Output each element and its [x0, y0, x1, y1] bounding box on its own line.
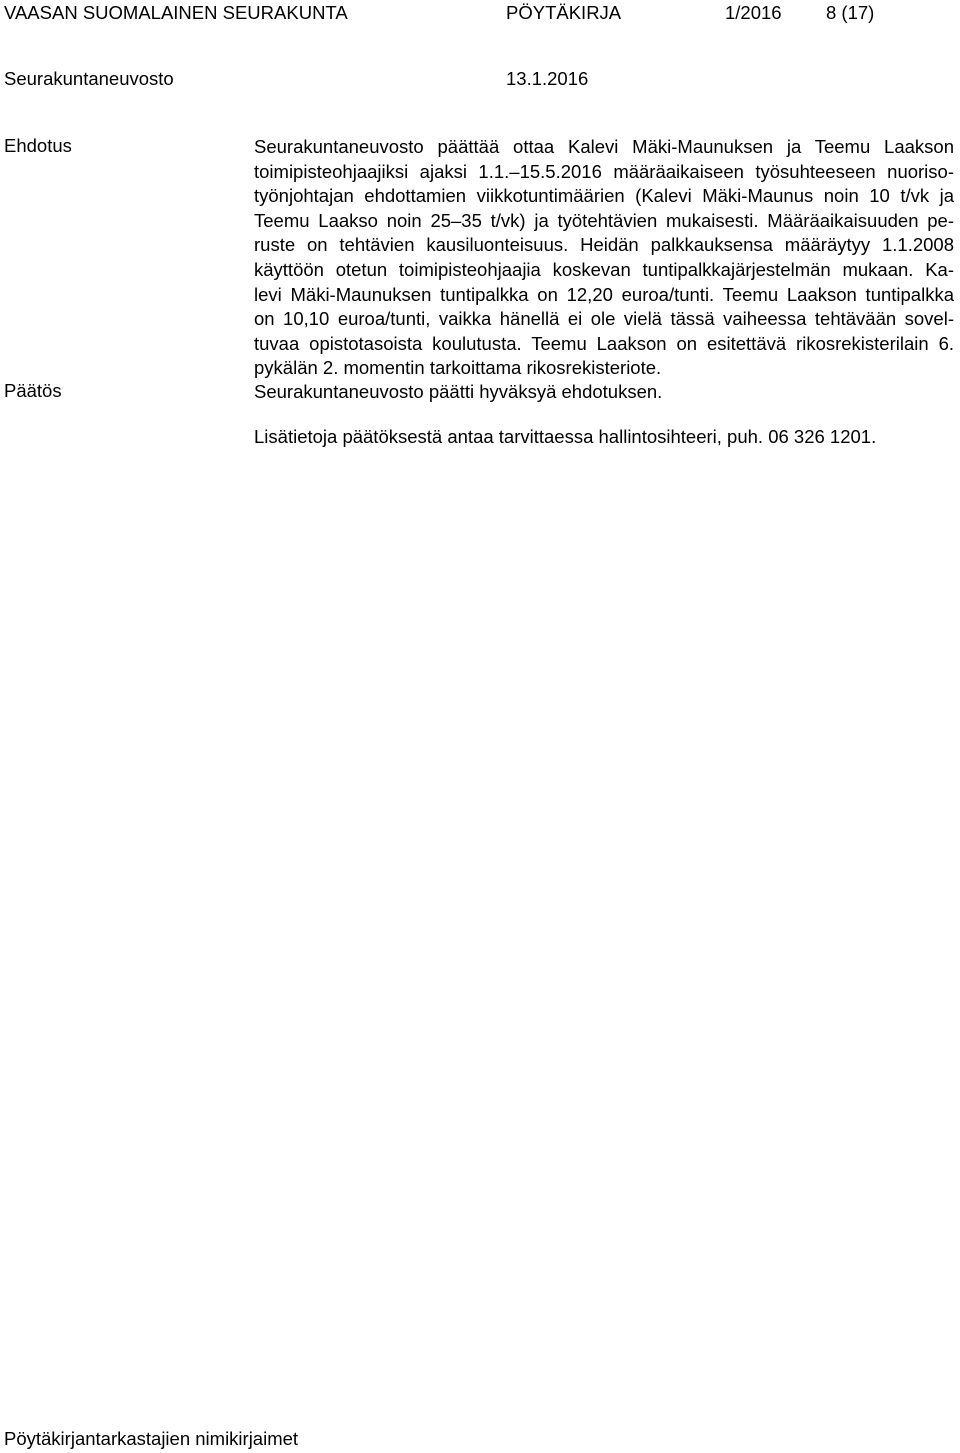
proposal-line: on 10,10 euroa/tunti, vaikka hänellä ei ole vielä tässä vaiheessa tehtävään sovel-	[254, 308, 954, 330]
meeting-body: Seurakuntaneuvosto	[4, 68, 174, 89]
proposal-text	[254, 135, 954, 381]
page-number: 8 (17)	[826, 2, 875, 23]
proposal-line: tuvaa opistotasoista koulutusta. Teemu Laakson on esitettävä rikosrekisterilain 6.	[254, 332, 954, 354]
proposal-line: Seurakuntaneuvosto päättää ottaa Kalevi Mäki-Maunuksen ja Teemu Laakson	[254, 136, 954, 157]
proposal-label: Ehdotus	[4, 135, 72, 156]
meeting-date: 13.1.2016	[506, 68, 589, 89]
signature-label: Pöytäkirjantarkastajien nimikirjaimet	[4, 1428, 299, 1449]
proposal-line: pykälän 2. momentin tarkoittama rikosrekisteriote.	[254, 357, 662, 379]
info-text: Lisätietoja päätöksestä antaa tarvittaessa hallintosihteeri, puh. 06 326 1201.	[254, 426, 877, 447]
proposal-line: toimipisteohjaajiksi ajaksi 1.1.–15.5.2016 määräaikaiseen työsuhteeseen nuoriso-	[254, 160, 954, 182]
decision-text: Seurakuntaneuvosto päätti hyväksyä ehdotuksen.	[254, 381, 663, 402]
decision-label: Päätös	[4, 380, 62, 401]
organization-name: VAASAN SUOMALAINEN SEURAKUNTA	[4, 2, 348, 23]
proposal-line: Teemu Laakso noin 25–35 t/vk) ja työtehtävien mukaisesti. Määräaikaisuuden pe-	[254, 209, 954, 231]
document-type: PÖYTÄKIRJA	[506, 2, 622, 23]
proposal-line: käyttöön otetun toimipisteohjaajia koskevan tuntipalkkajärjestelmän mukaan. Ka-	[254, 258, 954, 280]
proposal-line: työnjohtajan ehdottamien viikkotuntimäärien (Kalevi Mäki-Maunus noin 10 t/vk ja	[254, 185, 954, 207]
document-number: 1/2016	[725, 2, 782, 23]
proposal-line: levi Mäki-Maunuksen tuntipalkka on 12,20 euroa/tunti. Teemu Laakson tuntipalkka	[254, 283, 954, 305]
proposal-line: ruste on tehtävien kausiluonteisuus. Heidän palkkauksensa määräytyy 1.1.2008	[254, 234, 954, 256]
